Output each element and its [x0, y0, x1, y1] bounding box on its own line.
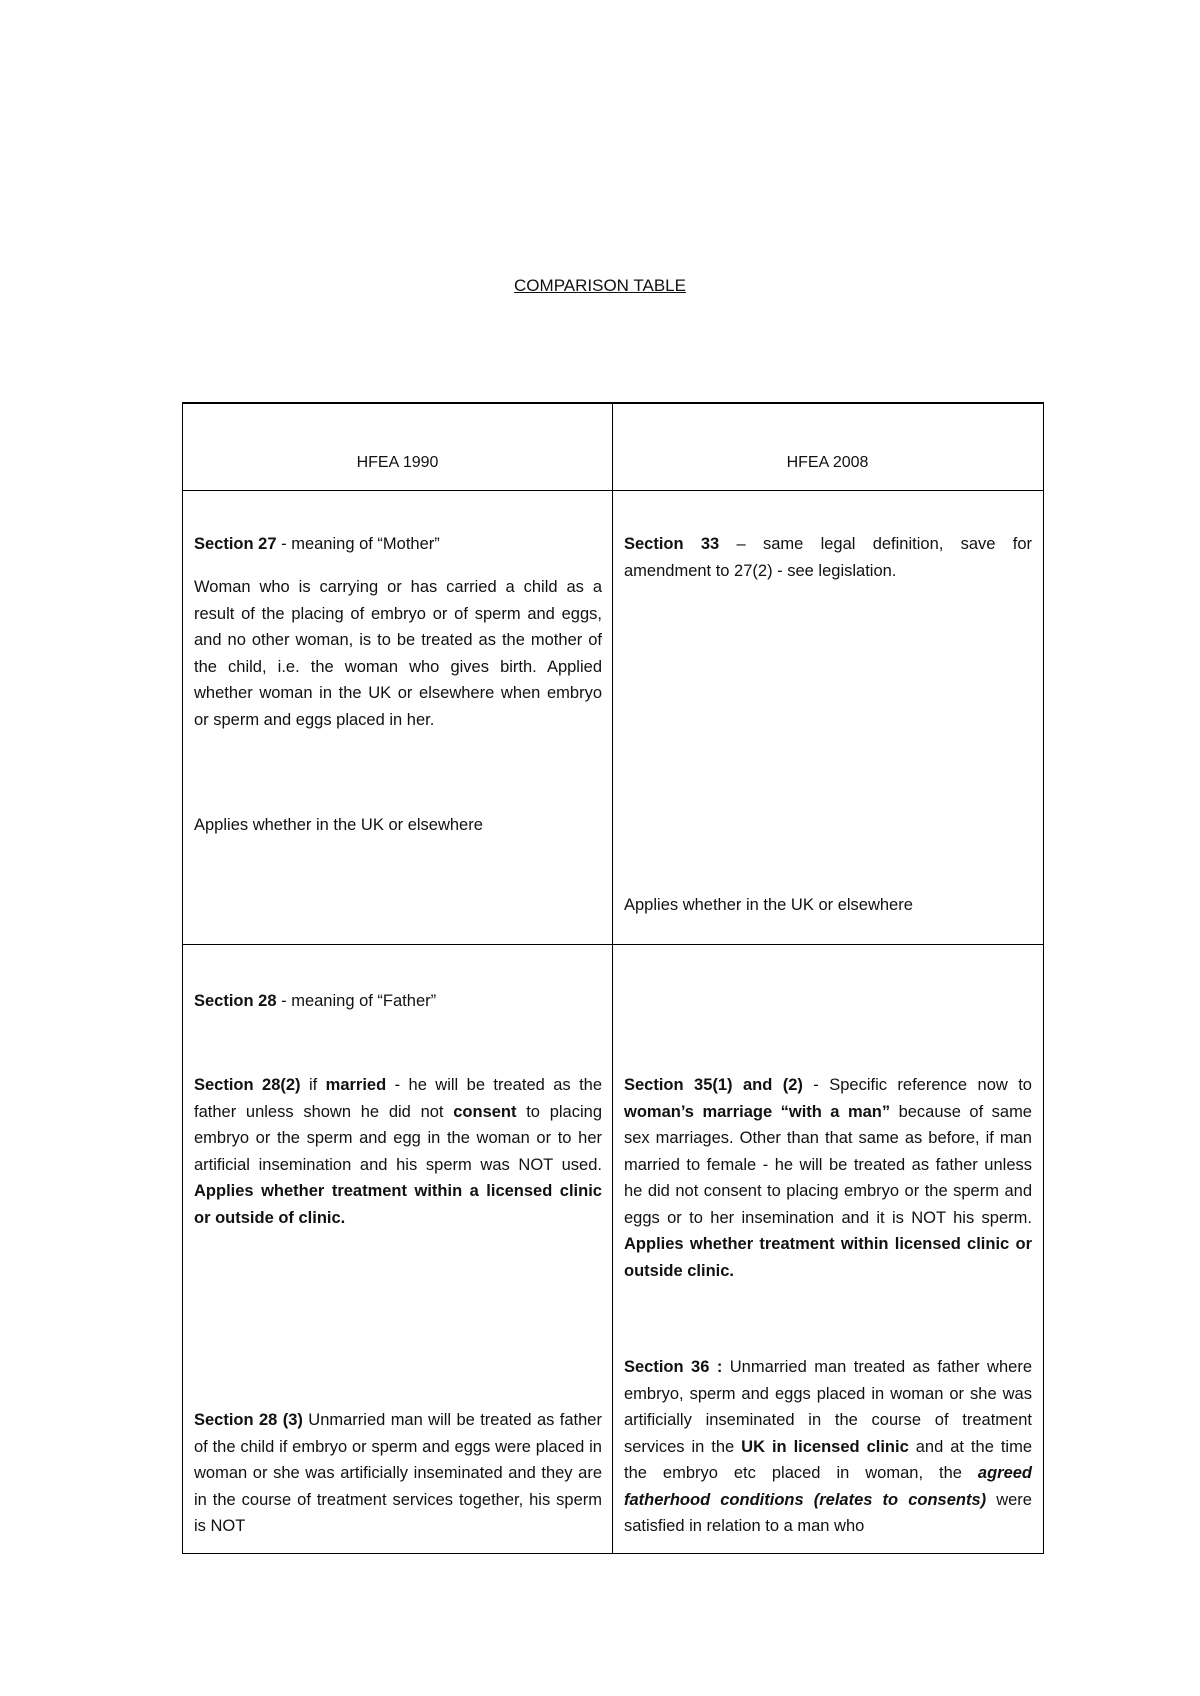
text: if [300, 1076, 326, 1094]
row1-left-body: Woman who is carrying or has carried a child as a result of the placing of embryo or of sperm and eggs, and no other woman, is to be treated as the mother of the child, i.e. the woman who gives birth. Applied whether woman in the UK or elsewhere when embryo or sperm and eggs placed in her. [194, 578, 602, 729]
header-hfea-1990: HFEA 1990 [356, 454, 439, 471]
text: Unmarried man will be treated as father of the child if embryo or sperm and eggs were placed in woman or she was artificially inseminated and they are in the course of treatment services together, his sperm is NOT [194, 1411, 602, 1535]
row2-left-heading [194, 988, 602, 1015]
emphasis: consent [453, 1102, 517, 1121]
heading-text: - meaning of “Father” [276, 992, 437, 1010]
section-ref: Section 35(1) and (2) [624, 1076, 803, 1094]
text: - he will be treated as the father unless shown he did not [194, 1076, 603, 1121]
row2-left-section-28-3 [194, 1407, 602, 1540]
section-ref: Section 28 (3) [194, 1411, 303, 1429]
emphasis: married [325, 1076, 387, 1094]
emphasis: Applies whether treatment within licensed clinic or outside clinic. [624, 1235, 1032, 1280]
heading-text: – same legal definition, save for amendment to 27(2) - see legislation. [624, 535, 1032, 580]
column-divider [612, 404, 613, 1553]
header-divider [183, 490, 1043, 491]
row1-left-heading [194, 531, 602, 558]
row2-left-section-28-2 [194, 1072, 602, 1231]
text: - Specific reference now to [802, 1076, 1032, 1094]
row1-right-applies: Applies whether in the UK or elsewhere [624, 896, 913, 914]
row-divider [183, 944, 1043, 945]
emphasis: agreed fatherhood conditions (relates to consents) [624, 1464, 1032, 1509]
row2-right-section-36 [624, 1354, 1032, 1540]
text: Unmarried man treated as father where embryo, sperm and eggs placed in woman or she was artificially inseminated in the course of treatment services in the [624, 1358, 1032, 1456]
emphasis: Applies whether treatment within a licensed clinic or outside of clinic. [194, 1182, 602, 1227]
emphasis: UK in licensed clinic [741, 1437, 909, 1456]
comparison-table [182, 402, 1044, 1554]
section-ref: Section 28 [194, 992, 277, 1010]
row1-right-heading [624, 531, 1032, 584]
emphasis: woman’s marriage “with a man” [624, 1102, 891, 1121]
text: because of same sex marriages. Other than that same as before, if man married to female - he will be treated as father unless he did not consent to placing embryo or the sperm and eggs or to her insemination and it is NOT his sperm. [624, 1102, 1032, 1227]
section-ref: Section 36 : [624, 1358, 723, 1376]
text: to placing embryo or the sperm and egg in the woman or to her artificial insemination and his sperm was NOT used. [194, 1102, 602, 1174]
row1-left-applies: Applies whether in the UK or elsewhere [194, 816, 483, 834]
text: were satisfied in relation to a man who [624, 1490, 1032, 1535]
header-hfea-2008: HFEA 2008 [786, 454, 869, 471]
row2-right-section-35 [624, 1072, 1032, 1284]
section-ref: Section 27 [194, 535, 277, 553]
heading-text: - meaning of “Mother” [276, 535, 440, 553]
page-title: COMPARISON TABLE [514, 276, 686, 295]
section-ref: Section 33 [624, 535, 720, 553]
text: and at the time the embryo etc placed in woman, the [624, 1437, 1032, 1482]
section-ref: Section 28(2) [194, 1076, 301, 1094]
